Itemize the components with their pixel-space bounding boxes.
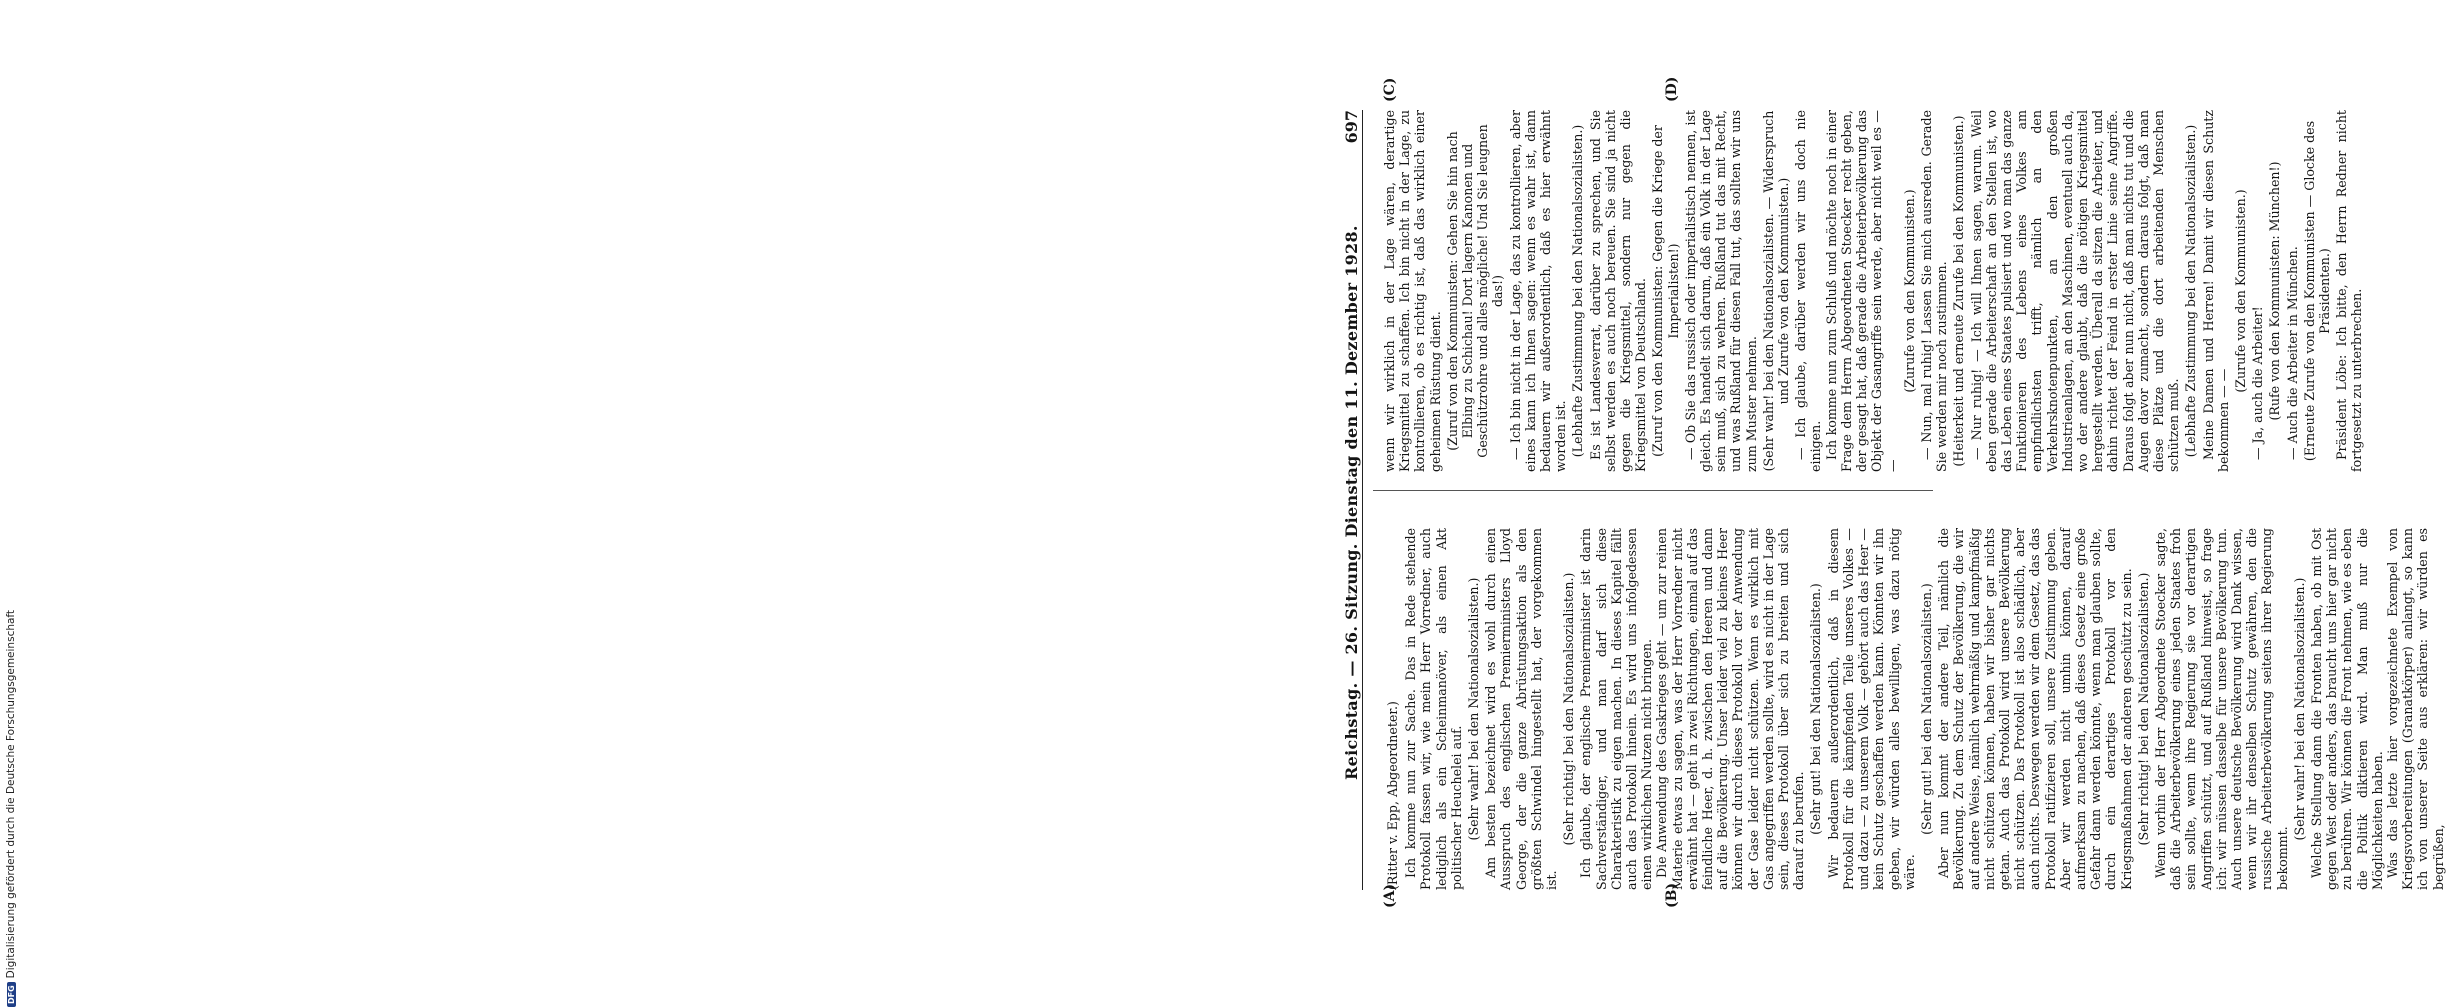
paragraph: — Auch die Arbeiter in München. — [2284, 246, 2300, 460]
paragraph: Wir bedauern außerordentlich, daß in diesem Protokoll für die kämpfenden Teile unseres Volkes — und dazu — zu unserem Volk — gehört auch das Heer — kein Schutz geschaffen werden kann. Könnten wir ihn geben, wir würden alles bewilligen, was dazu nötig wäre. — [1825, 528, 1917, 890]
column-divider — [1373, 490, 1933, 491]
interjection: (Erneute Zurufe von den Kommunisten — Glocke des Präsidenten.) — [2301, 120, 2332, 462]
paragraph: — Ja, auch die Arbeiter! — [2250, 306, 2266, 460]
interjection: (Sehr gut! bei den Nationalsozialisten.) — [1918, 583, 1934, 835]
paragraph: Wenn vorhin der Herr Abgeordnete Stoecker sagte, daß die Arbeiterbevölkerung eines jeden Staates froh sein sollte, wenn ihre Regierung sie vor derartigen Angriffen schützt, und auf Rußland hinweist, so frage ich: wir müssen dasselbe für unsere Bevölkerung tun. Auch unsere deutsche Bevölkerung wird Dank wissen, wenn wir ihr denselben Schutz gewähren, den die russische Arbeiterbevölkerung seitens ihrer Regierung bekommt. — [2152, 528, 2290, 890]
paragraph: Aber nun kommt der andere Teil, nämlich die Bevölkerung. Zu dem Schutz der Bevölkerung, die wir auf andere Weise, nämlich wehrmäßig und kampfmäßig nicht schützen können, haben wir bisher gar nichts getan. Auch das Protokoll wird unsere Bevölkerung nicht schützen. Das Protokoll ist also schädlich, aber auch nichts. Deswegen werden wir dem Gesetz, das das Protokoll ratifizieren soll, unsere Zustimmung geben. Aber wir werden nicht umhin können, darauf aufmerksam zu machen, daß dieses Gesetz eine große Gefahr dann werden könnte, wenn man glauben sollte, durch ein derartiges Protokoll vor den Kriegsmaßnahmen der anderen geschützt zu sein. — [1936, 528, 2134, 890]
paragraph: Meine Damen und Herren! Damit wir diesen Schutz bekommen — — — [2200, 110, 2231, 472]
digitization-footer — [5, 609, 19, 1007]
interjection: (Sehr wahr! bei den Nationalsozialisten. — Widerspruch und Zurufe von den Kommunisten.) — [1760, 110, 1792, 472]
interjection: (Sehr wahr! bei den Nationalsozialisten.) — [2291, 577, 2307, 841]
running-head: Reichstag. — 26. Sitzung. Dienstag den 11. Dezember 1928. — [1342, 225, 1361, 780]
header-rule — [1362, 110, 1363, 890]
interjection: (Zuruf von den Kommunisten: Gegen die Kriege der Imperialisten!) — [1650, 125, 1681, 457]
margin-marker-a: (A) — [1382, 883, 1398, 908]
president-statement: Präsident Löbe: Ich bitte, den Herrn Redner nicht fortgesetzt zu unterbrechen. — [2334, 110, 2365, 472]
paragraph: Ich glaube, der englische Premierminister ist darin Sachverständiger, und man darf sich diese Charakteristik zu eigen machen. In dieses Kapitel fällt auch das Protokoll hinein. Es wird uns infolgedessen einen wirklichen Nutzen nicht bringen. — [1578, 528, 1655, 890]
interjection: (Zuruf von den Kommunisten: Gehen Sie hin nach Elbing zu Schichau! Dort lagern Kanonen und Geschützrohre und alles mögliche! Und Sie leugnen das!) — [1444, 124, 1506, 458]
paragraph: Es ist Landesverrat, darüber zu sprechen, und Sie selbst werden es auch noch bereuen. Sie sind ja nicht gegen die Kriegsmittel, sondern nur gegen die Kriegsmittel von Deutschland. — [1587, 110, 1649, 472]
paragraph: wenn wir wirklich in der Lage wären, derartige Kriegsmittel zu schaffen. Ich bin nicht in der Lage, zu kontrollieren, ob es richtig ist, daß das wirklich einer geheimen Rüstung dient. — [1382, 110, 1443, 472]
interjection: (Rufe von den Kommunisten: München!) — [2267, 161, 2283, 421]
paragraph: — Nur ruhig! — Ich will Ihnen sagen, warum. Weil eben gerade die Arbeiterschaft an den Stellen ist, wo das Leben eines Staates pulsiert und wo man das ganze Funktionieren des Lebens eines Volkes am empfindlichsten trifft, nämlich an den Verkehrsknotenpunkten, an den großen Industrieanlagen, an den Maschinen, eventuell auch da, wo der andere glaubt, daß die nötigen Kriegsmittel hergestellt werden. Überall da sitzen die Arbeiter, und dahin richtet der Feind in erster Linie seine Angriffe. Daraus folgt aber nun nicht, daß man nichts tut und die Augen davor zumacht, sondern daraus folgt, daß man diese Plätze und die dort arbeitenden Menschen schützen muß. — [1968, 110, 2182, 472]
interjection: (Sehr wahr! bei den Nationalsozialisten.) — [1466, 577, 1482, 841]
margin-marker-d: (D) — [1664, 76, 1680, 102]
paragraph: Welche Stellung dann die Fronten haben, ob mit Ost gegen West oder anders, das braucht uns hier gar nicht zu berühren. Wir können die Front nehmen, wie es eben die Politik diktieren wird. Man muß nur die Möglichkeiten haben. — [2308, 528, 2385, 890]
interjection: (Zurufe von den Kommunisten.) — [1901, 189, 1917, 393]
interjection: (Sehr richtig! bei den Nationalsozialisten.) — [1561, 572, 1577, 846]
dfg-logo: DFG — [7, 982, 16, 1007]
paragraph: Ich komme nun zum Schluß und möchte noch in einer Frage dem Herrn Abgeordneten Stoecker recht geben, der gesagt hat, daß gerade die Arbeiterbevölkerung das Objekt der Gasangriffe sein werde, aber nicht weil es — — — [1823, 110, 1900, 472]
interjection: (Zurufe von den Kommunisten.) — [2232, 189, 2248, 393]
footer-text: Digitalisierung gefördert durch die Deutsche Forschungsgemeinschaft — [5, 609, 17, 979]
page-number: 697 — [1342, 110, 1361, 144]
paragraph: Am besten bezeichnet wird es wohl durch einen Ausspruch des englischen Premierministers Lloyd George, der die ganze Abrüstungsaktion als den größten Schwindel hingestellt hat, der vorgekommen ist. — [1483, 528, 1560, 890]
paragraph: — Nun, mal ruhig! Lassen Sie mich ausreden. Gerade Sie werden mir noch zustimmen. — [1918, 110, 1950, 472]
paragraph: Ich komme nun zur Sache. Das in Rede stehende Protokoll fassen wir, wie mein Herr Vorredner, auch lediglich als ein Scheinmanöver, als einen Akt politischer Heuchelei auf. — [1403, 528, 1464, 890]
paragraph: — Ob Sie das russisch oder imperialistisch nennen, ist gleich. Es handelt sich darum, daß ein Volk in der Lage sein muß, sich zu wehren. Rußland tut das mit Recht, und was Rußland für diesen Fall tut, das sollten wir uns zum Muster nehmen. — [1682, 110, 1759, 472]
interjection: (Heiterkeit und erneute Zurufe bei den Kommunisten.) — [1951, 115, 1967, 467]
paragraph: — Ich glaube, darüber werden wir uns doch nie einigen. — [1793, 110, 1824, 472]
interjection: (Lebhafte Zustimmung bei den Nationalsozialisten.) — [2183, 124, 2199, 458]
paragraph: — Ich bin nicht in der Lage, das zu kontrollieren, aber eines kann ich Ihnen sagen: wenn es wahr ist, dann bedauern wir außerordentlich, daß es hier erwähnt worden ist. — [1507, 110, 1569, 472]
paragraph: Was das letzte hier vorgezeichnete Exempel von Kriegsvorbereitungen (Granatkörper) anlangt, so kann ich von unserer Seite aus erklären: wir würden es begrüßen, — [2385, 528, 2446, 890]
interjection: (Sehr gut! bei den Nationalsozialisten.) — [1808, 583, 1824, 835]
speaker-line: (Ritter v. Epp, Abgeordneter.) — [1385, 701, 1400, 890]
right-column — [1382, 110, 2365, 472]
interjection: (Lebhafte Zustimmung bei den Nationalsozialisten.) — [1570, 124, 1586, 458]
left-column — [1382, 528, 2446, 890]
margin-marker-c: (C) — [1382, 77, 1398, 102]
paragraph: Die Anwendung des Gaskrieges geht — um zur reinen Materie etwas zu sagen, was der Herr Vorredner nicht erwähnt hat — geht in zwei Richtungen, einmal auf das feindliche Heer, d. h. zwischen den Heeren und dann auf die Bevölkerung. Unser leider viel zu kleines Heer können wir durch dieses Protokoll vor der Anwendung der Gase leider nicht schützen. Wenn es wirklich mit Gas angegriffen werden sollte, wird es nicht in der Lage sein, dieses Protokoll über sich zu breiten und sich darauf zu berufen. — [1654, 528, 1807, 890]
interjection: (Sehr richtig! bei den Nationalsozialisten.) — [2135, 572, 2151, 846]
margin-marker-b: (B) — [1664, 882, 1680, 908]
